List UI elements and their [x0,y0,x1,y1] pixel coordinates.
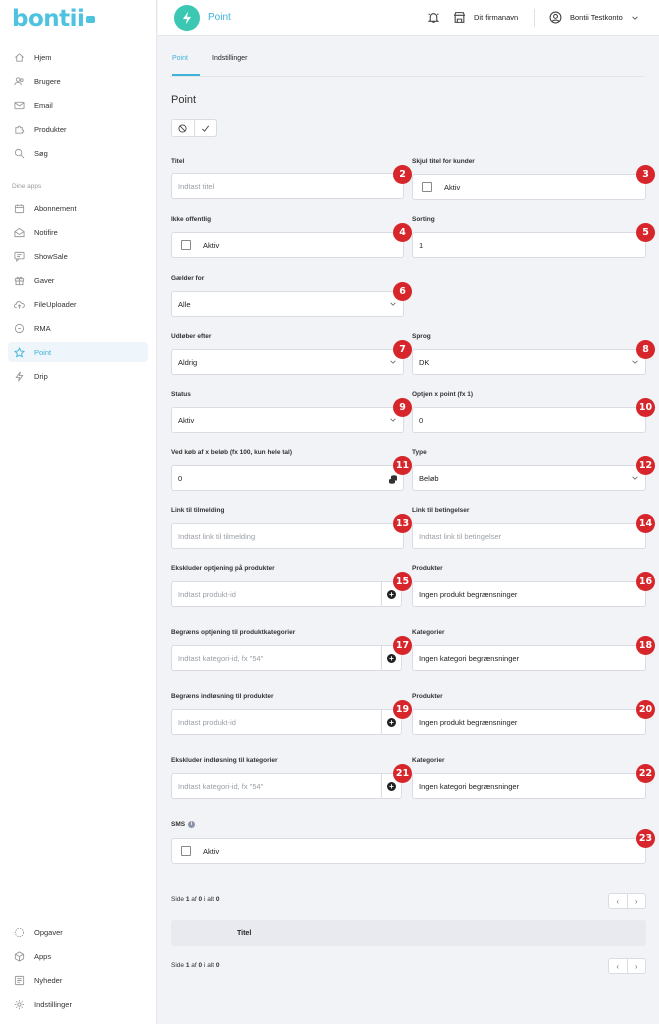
sms-field[interactable]: Aktiv [171,838,646,864]
coins-icon [388,474,398,484]
udlober-select[interactable]: Aldrig [171,349,404,375]
gaelder-for-select[interactable]: Alle [171,291,404,317]
prev-page-button[interactable]: ‹ [616,961,620,971]
pagination-controls-bottom [608,958,646,974]
begraens-optjening-input[interactable]: Indtast kategori-id, fx "54" [171,645,382,671]
plus-icon: + [387,718,396,727]
badge-23: 23 [636,829,655,848]
sidebar-item-apps[interactable]: Apps [8,946,148,966]
badge-20: 20 [636,700,655,719]
apps-section-label: Dine apps [12,183,42,190]
account-icon[interactable] [549,11,562,24]
users-icon [13,75,25,87]
sidebar-item-drip[interactable]: Drip [8,366,148,386]
badge-7: 7 [393,340,412,359]
chevron-down-icon [389,358,397,366]
skjul-titel-checkbox[interactable] [422,182,432,192]
next-page-button[interactable]: › [627,894,646,908]
email-icon [13,99,25,111]
cloud-upload-icon [13,298,25,310]
badge-12: 12 [636,456,655,475]
pagination-controls [608,893,646,909]
envelope-open-icon [13,226,25,238]
badge-9: 9 [393,398,412,417]
badge-16: 16 [636,572,655,591]
sidebar-item-email[interactable]: Email [8,95,148,115]
sidebar-item-fileuploader[interactable]: FileUploader [8,294,148,314]
skjul-titel-label: Skjul titel for kunder [412,158,475,165]
pagination-info: Side 1 af 0 i alt 0 [171,896,220,903]
chevron-down-icon [389,300,397,308]
ved-kob-label: Ved køb af x beløb (fx 100, kun hele tal) [171,449,293,456]
calendar-icon [13,202,25,214]
produkter2-label: Produkter [412,693,443,700]
sidebar-item-point[interactable]: Point [8,342,148,362]
badge-5: 5 [636,223,655,242]
badge-4: 4 [393,223,412,242]
badge-3: 3 [636,165,655,184]
star-icon [13,346,25,358]
plus-icon: + [387,654,396,663]
app-title: Point [208,12,231,23]
action-buttons [171,119,217,137]
sidebar-item-brugere[interactable]: Brugere [8,71,148,91]
notification-icon[interactable] [427,11,440,24]
settings-icon [13,998,25,1010]
link-tilmelding-input[interactable]: Indtast link til tilmelding [171,523,404,549]
titel-input[interactable]: Indtast titel [171,173,404,199]
page-title: Point [171,94,197,106]
titel-label: Titel [171,158,185,165]
badge-6: 6 [393,282,412,301]
sms-checkbox[interactable] [181,846,191,856]
badge-19: 19 [393,700,412,719]
sidebar-item-opgaver[interactable]: Opgaver [8,922,148,942]
sidebar-item-sog[interactable]: Søg [8,143,148,163]
info-icon[interactable]: i [188,821,195,828]
company-name[interactable]: Dit firmanavn [474,13,519,22]
ikke-offentlig-label: Ikke offentlig [171,216,212,223]
udlober-label: Udløber efter [171,333,212,340]
badge-2: 2 [393,165,412,184]
kategorier1-label: Kategorier [412,629,445,636]
sidebar-item-abonnement[interactable]: Abonnement [8,198,148,218]
sorting-label: Sorting [412,216,435,223]
table-header [171,920,646,946]
chevron-down-icon [631,358,639,366]
plus-icon: + [387,590,396,599]
bolt-icon [13,370,25,382]
sidebar-item-notifire[interactable]: Notifire [8,222,148,242]
badge-10: 10 [636,398,655,417]
optjen-input[interactable]: 0 [412,407,646,433]
sidebar-item-indstillinger[interactable]: Indstillinger [8,994,148,1014]
kategorier2-field[interactable]: Ingen kategori begrænsninger [412,773,646,799]
sprog-select[interactable]: DK [412,349,646,375]
badge-13: 13 [393,514,412,533]
produkter1-label: Produkter [412,565,443,572]
tab-point[interactable]: Point [172,55,188,62]
produkter2-field[interactable]: Ingen produkt begrænsninger [412,709,646,735]
link-tilmelding-label: Link til tilmelding [171,507,225,514]
column-title[interactable]: Titel [237,929,252,937]
kategorier2-label: Kategorier [412,757,445,764]
type-select[interactable]: Beløb [412,465,646,491]
type-label: Type [412,449,427,456]
sidebar [0,0,157,1024]
puzzle-icon [13,123,25,135]
badge-14: 14 [636,514,655,533]
app-bolt-icon [174,5,200,31]
bontii-logo[interactable]: bontii [12,6,95,32]
prev-page-button[interactable]: ‹ [616,896,620,906]
sidebar-item-nyheder[interactable]: Nyheder [8,970,148,990]
sidebar-item-gaver[interactable]: Gaver [8,270,148,290]
ekskluder-optjening-label: Ekskluder optjening på produkter [171,565,275,572]
store-icon[interactable] [453,11,466,24]
next-page-button[interactable]: › [627,959,646,973]
badge-8: 8 [636,340,655,359]
chevron-down-icon[interactable] [631,14,639,22]
gift-icon [13,274,25,286]
tasks-icon [13,926,25,938]
ekskluder-optjening-input[interactable]: Indtast produkt-id [171,581,382,607]
return-icon [13,322,25,334]
sorting-input[interactable]: 1 [412,232,646,258]
save-button[interactable] [194,120,217,136]
ekskluder-indlosning-label: Ekskluder indløsning til kategorier [171,757,278,764]
badge-17: 17 [393,636,412,655]
optjen-label: Optjen x point (fx 1) [412,391,474,398]
topbar [158,0,659,36]
badge-22: 22 [636,764,655,783]
chevron-down-icon [631,474,639,482]
begraens-indlosning-input[interactable]: Indtast produkt-id [171,709,382,735]
badge-15: 15 [393,572,412,591]
ikke-offentlig-field[interactable]: Aktiv [171,232,404,258]
box-icon [13,950,25,962]
chevron-down-icon [389,416,397,424]
ved-kob-input[interactable]: 0 [171,465,404,491]
plus-icon: + [387,782,396,791]
pagination-info-bottom: Side 1 af 0 i alt 0 [171,962,220,969]
sidebar-item-showsale[interactable]: ShowSale [8,246,148,266]
sidebar-item-produkter[interactable]: Produkter [8,119,148,139]
ikke-offentlig-checkbox[interactable] [181,240,191,250]
begraens-optjening-label: Begræns optjening til produktkategorier [171,629,296,636]
badge-21: 21 [393,764,412,783]
sidebar-item-rma[interactable]: RMA [8,318,148,338]
news-icon [13,974,25,986]
sprog-label: Sprog [412,333,431,340]
produkter1-field[interactable]: Ingen produkt begrænsninger [412,581,646,607]
status-select[interactable]: Aktiv [171,407,404,433]
kategorier1-field[interactable]: Ingen kategori begrænsninger [412,645,646,671]
badge-11: 11 [393,456,412,475]
chat-icon [13,250,25,262]
link-betingelser-label: Link til betingelser [412,507,470,514]
cancel-button[interactable] [172,120,194,136]
status-label: Status [171,391,191,398]
link-betingelser-input[interactable]: Indtast link til betingelser [412,523,646,549]
skjul-titel-field[interactable]: Aktiv [412,174,646,200]
sms-label: SMS i [171,821,195,828]
tab-indstillinger[interactable]: Indstillinger [212,55,248,62]
sidebar-item-hjem[interactable]: Hjem [8,47,148,67]
ekskluder-indlosning-input[interactable]: Indtast kategori-id, fx "54" [171,773,382,799]
home-icon [13,51,25,63]
badge-18: 18 [636,636,655,655]
account-name[interactable]: Bontii Testkonto [570,13,623,22]
gaelder-for-label: Gælder for [171,275,205,282]
search-icon [13,147,25,159]
begraens-indlosning-label: Begræns indløsning til produkter [171,693,274,700]
